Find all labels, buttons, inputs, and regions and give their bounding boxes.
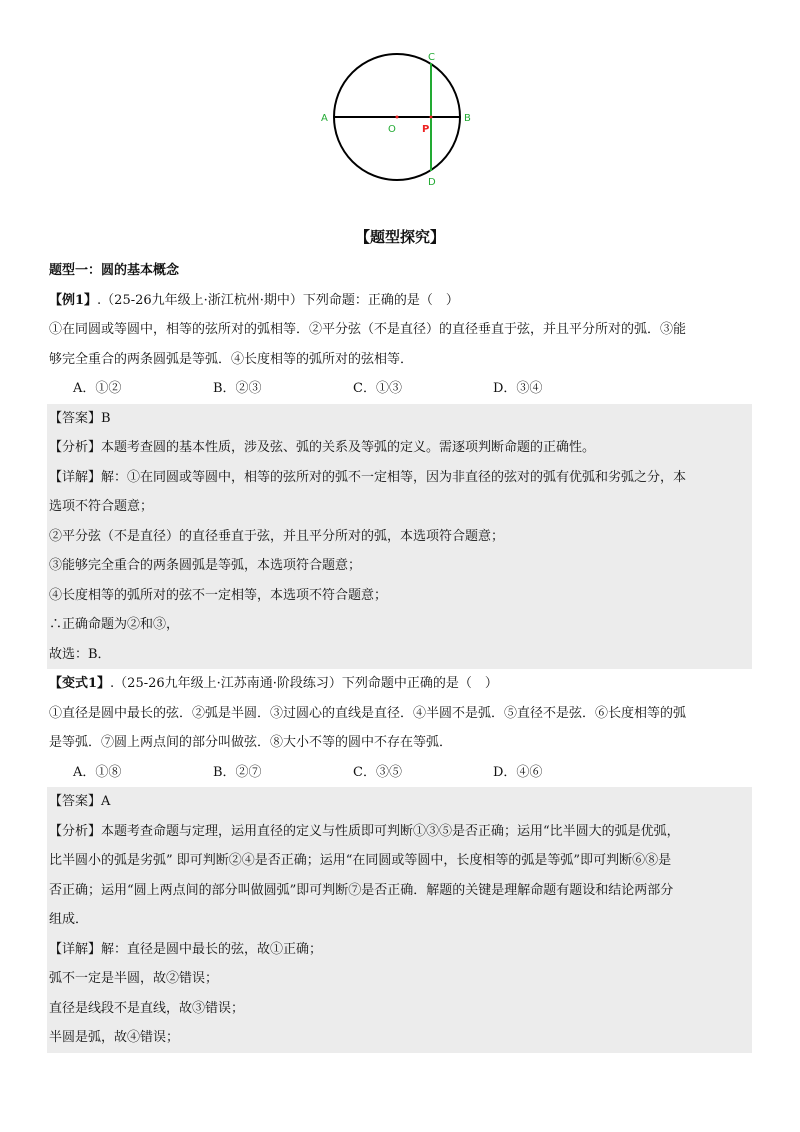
example1-detail-line: 故选：B． xyxy=(49,646,111,662)
label-o: O xyxy=(388,124,396,135)
example1-stem-line2: 够完全重合的两条圆弧是等弧．④长度相等的弧所对的弦相等． xyxy=(49,351,414,367)
variant1-option-c: C．③⑤ xyxy=(353,764,402,780)
variant1-solution-block xyxy=(47,787,752,1053)
label-d: D xyxy=(428,177,436,188)
example1-title xyxy=(49,286,752,316)
example1-detail-text: 解：①在同圆或等圆中，相等的弦所对的弧不一定相等，因为非直径的弦对的弧有优弧和劣弧之分，本 xyxy=(101,469,687,485)
example1-detail-line: ④长度相等的弧所对的弦不一定相等，本选项不符合题意； xyxy=(49,587,388,603)
example1-answer-tag: 【答案】 xyxy=(49,410,102,426)
section-title: 【题型探究】 xyxy=(354,228,445,246)
variant1-answer-tag: 【答案】 xyxy=(49,794,102,809)
example1-option-c: C．①③ xyxy=(353,381,402,396)
example1-answer xyxy=(49,404,752,434)
example1-detail-tag: 【详解】 xyxy=(49,469,102,485)
variant1-detail-text: 解：直径是圆中最长的弦，故①正确； xyxy=(101,941,323,957)
variant1-analysis-text: 本题考查命题与定理，运用直径的定义与性质即可判断①③⑤是否正确；运用“比半圆大的弧是优弧， xyxy=(101,823,680,839)
example1-tag: 【例1】 xyxy=(49,292,98,308)
example1-source: .（25-26九年级上·浙江杭州·期中）下列命题：正确的是（ ） xyxy=(97,292,459,308)
variant1-analysis-line: 比半圆小的弧是劣弧” 即可判断②④是否正确；运用“在同圆或等圆中，长度相等的弧是等弧”即可判断⑥⑧是 xyxy=(49,853,672,868)
variant1-analysis-line: 否正确；运用“圆上两点间的部分叫做圆弧”即可判断⑦是否正确．解题的关键是理解命题有题设和结论两部分 xyxy=(49,882,674,898)
variant1-answer xyxy=(49,787,752,817)
circle-figure xyxy=(300,40,500,200)
example1-detail-line: 选项不符合题意； xyxy=(49,499,154,514)
example1-stem-line1: ①在同圆或等圆中，相等的弦所对的弧相等．②平分弦（不是直径）的直径垂直于弦，并且平分所对的弧．③能 xyxy=(49,322,687,337)
variant1-tag: 【变式1】 xyxy=(49,676,111,691)
example1-option-b: B．②③ xyxy=(213,381,262,396)
variant1-detail-line: 直径是线段不是直线，故③错误； xyxy=(49,1000,245,1016)
content-body xyxy=(49,256,752,1053)
example1-detail-line: ③能够完全重合的两条圆弧是等弧，本选项符合题意； xyxy=(49,558,362,573)
example1-options xyxy=(49,374,752,404)
variant1-stem-line2: 是等弧．⑦圆上两点间的部分叫做弦．⑧大小不等的圆中不存在等弧． xyxy=(49,735,453,750)
variant1-detail-line: 半圆是弧，故④错误； xyxy=(49,1030,180,1045)
point-p xyxy=(430,116,433,119)
example1-detail-line: ∴正确命题为②和③， xyxy=(49,617,180,632)
circle-diagram xyxy=(300,40,500,200)
variant1-detail-tag: 【详解】 xyxy=(49,941,102,957)
variant1-source: .（25-26九年级上·江苏南通·阶段练习）下列命题中正确的是（ ） xyxy=(110,676,498,691)
variant1-option-b: B．②⑦ xyxy=(213,764,262,780)
label-c: C xyxy=(428,52,435,63)
label-b: B xyxy=(464,113,471,124)
variant1-title xyxy=(49,669,752,699)
example1-analysis xyxy=(49,433,752,463)
example1-analysis-tag: 【分析】 xyxy=(49,440,102,455)
example1-solution-block xyxy=(47,404,752,670)
example1-option-d: D．③④ xyxy=(493,381,543,396)
example1-option-a: A．①② xyxy=(73,381,122,396)
variant1-analysis-line xyxy=(49,817,752,847)
example1-answer-value: B xyxy=(101,410,111,426)
variant1-option-a: A．①⑧ xyxy=(73,764,122,780)
variant1-detail-line xyxy=(49,935,752,965)
variant1-answer-value: A xyxy=(101,794,111,809)
example1-analysis-text: 本题考查圆的基本性质，涉及弦、弧的关系及等弧的定义。需逐项判断命题的正确性。 xyxy=(101,440,596,455)
variant1-options xyxy=(49,758,752,788)
label-p: P xyxy=(422,124,430,135)
variant1-detail-line: 弧不一定是半圆，故②错误； xyxy=(49,971,219,986)
label-a: A xyxy=(321,113,328,124)
variant1-option-d: D．④⑥ xyxy=(493,764,543,780)
variant1-analysis-tag: 【分析】 xyxy=(49,823,102,839)
center-point-o xyxy=(396,116,399,119)
example1-detail-line xyxy=(49,463,752,493)
type1-heading: 题型一：圆的基本概念 xyxy=(49,263,180,278)
example1-detail-line: ②平分弦（不是直径）的直径垂直于弦，并且平分所对的弧，本选项符合题意； xyxy=(49,528,505,544)
variant1-analysis-line: 组成． xyxy=(49,912,89,927)
variant1-stem-line1: ①直径是圆中最长的弦．②弧是半圆．③过圆心的直线是直径．④半圆不是弧．⑤直径不是弦．⑥长度相等的弧 xyxy=(49,705,687,721)
